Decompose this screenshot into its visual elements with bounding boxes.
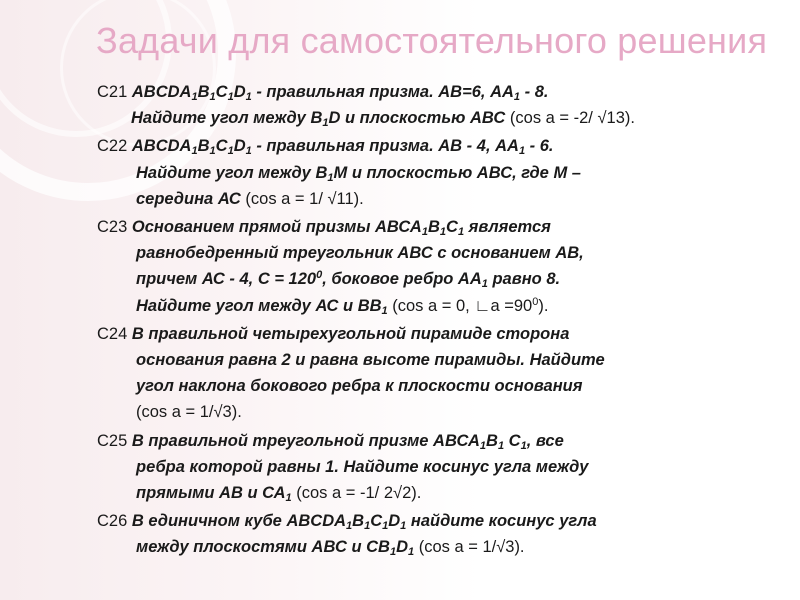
subscript: 1 bbox=[245, 91, 252, 103]
task-text: С bbox=[504, 431, 521, 450]
superscript: 0 bbox=[532, 295, 539, 308]
subscript: 1 bbox=[191, 145, 198, 158]
subscript: 1 bbox=[518, 145, 526, 158]
task-number: С23 bbox=[97, 218, 128, 237]
task-text: найдите косинус угла bbox=[406, 512, 597, 531]
task-text: C bbox=[215, 137, 228, 156]
task-number: С26 bbox=[97, 512, 128, 531]
task-text: D bbox=[388, 512, 401, 531]
task-c26 bbox=[97, 508, 787, 560]
task-text: , все bbox=[526, 431, 564, 450]
subscript: 1 bbox=[479, 439, 487, 452]
subscript: 1 bbox=[421, 226, 428, 239]
task-text: В bbox=[427, 218, 440, 237]
subscript: 1 bbox=[381, 304, 388, 317]
subscript: 1 bbox=[209, 145, 216, 158]
slide-title: Задачи для самостоятельного решения bbox=[96, 20, 768, 61]
task-text: D и плоскостью АВС bbox=[328, 109, 506, 128]
superscript: 0 bbox=[316, 269, 323, 282]
task-text: D bbox=[233, 137, 246, 156]
task-c21 bbox=[97, 79, 787, 131]
task-text: B bbox=[352, 512, 365, 531]
subscript: 1 bbox=[513, 91, 521, 103]
task-text: С bbox=[446, 218, 458, 237]
task-text: М и плоскостью АВС, где М – bbox=[333, 163, 581, 182]
task-text: - правильная призма. АВ=6, АА bbox=[251, 83, 514, 101]
task-text: В единичном кубе ABCDA bbox=[127, 512, 347, 531]
subscript: 1 bbox=[520, 439, 527, 452]
answer-hint: (cos a = 1/√3). bbox=[136, 403, 242, 422]
task-text: середина АС bbox=[136, 189, 241, 208]
answer-hint: (cos a = -1/ 2√2). bbox=[291, 484, 422, 503]
hint-text: ). bbox=[538, 296, 549, 315]
subscript: 1 bbox=[497, 439, 505, 452]
task-text: равнобедренный треугольник АВС с основанием АВ, bbox=[136, 244, 584, 263]
subscript: 1 bbox=[227, 91, 234, 103]
subscript: 1 bbox=[457, 226, 465, 239]
task-text: D bbox=[396, 538, 408, 557]
task-text: равно 8. bbox=[487, 270, 561, 289]
task-text: Найдите угол между В bbox=[131, 109, 323, 128]
subscript: 1 bbox=[364, 520, 371, 533]
task-text: - правильная призма. АВ - 4, АА bbox=[251, 137, 519, 156]
task-text: является bbox=[464, 218, 551, 237]
subscript: 1 bbox=[408, 546, 415, 559]
answer-hint: (cos a = -2/ √13). bbox=[505, 109, 635, 128]
hint-text: (cos a = 0, ∟a =90 bbox=[387, 296, 533, 315]
task-text: - 8. bbox=[520, 83, 549, 101]
task-text: , боковое ребро АА bbox=[322, 270, 482, 289]
task-c23 bbox=[97, 214, 787, 319]
task-number: С24 bbox=[97, 324, 128, 343]
task-text: угол наклона бокового ребра к плоскости основания bbox=[136, 377, 583, 396]
task-text: ABCDA bbox=[131, 83, 192, 101]
subscript: 1 bbox=[400, 520, 407, 533]
answer-hint: (cos a = 1/√3). bbox=[414, 538, 525, 557]
task-text: B bbox=[197, 137, 210, 156]
answer-hint: (cos a = 1/ √11). bbox=[240, 189, 364, 208]
subscript: 1 bbox=[382, 520, 389, 533]
task-number: С22 bbox=[97, 137, 128, 156]
task-text: B bbox=[197, 83, 210, 101]
subscript: 1 bbox=[481, 278, 488, 291]
task-text: D bbox=[233, 83, 246, 101]
task-c25 bbox=[97, 428, 787, 507]
task-number: С21 bbox=[97, 83, 128, 101]
task-text: Найдите угол между АС и ВВ bbox=[136, 296, 382, 315]
task-text: C bbox=[215, 83, 228, 101]
task-c22 bbox=[97, 133, 787, 212]
subscript: 1 bbox=[285, 492, 292, 505]
task-text: - 6. bbox=[525, 137, 554, 156]
answer-hint bbox=[388, 297, 549, 315]
task-list bbox=[97, 79, 787, 563]
subscript: 1 bbox=[227, 145, 234, 158]
task-text: Найдите угол между В bbox=[136, 163, 328, 182]
task-text: В правильной четырехугольной пирамиде сторона bbox=[131, 324, 570, 343]
task-text: прямыми АВ и СА bbox=[136, 484, 286, 503]
subscript: 1 bbox=[245, 145, 252, 158]
subscript: 1 bbox=[389, 546, 397, 559]
subscript: 1 bbox=[346, 520, 353, 533]
task-text: В правильной треугольной призме АВСА bbox=[127, 431, 480, 450]
subscript: 1 bbox=[439, 226, 447, 239]
task-text: причем АС - 4, С = 120 bbox=[136, 270, 317, 289]
task-text: основания равна 2 и равна высоте пирамиды. Найдите bbox=[136, 351, 605, 370]
task-c24 bbox=[97, 321, 787, 426]
task-text: Основанием прямой призмы АВСА bbox=[131, 218, 422, 237]
subscript: 1 bbox=[322, 117, 329, 130]
subscript: 1 bbox=[209, 91, 216, 103]
task-text: ребра которой равны 1. Найдите косинус угла между bbox=[136, 457, 589, 476]
task-text: C bbox=[370, 512, 383, 531]
subscript: 1 bbox=[327, 171, 334, 184]
task-text: ABCDA bbox=[131, 137, 192, 156]
task-text: между плоскостями АВС и СВ bbox=[136, 538, 390, 557]
task-number: С25 bbox=[97, 431, 128, 450]
subscript: 1 bbox=[191, 91, 198, 103]
task-text: В bbox=[486, 431, 498, 450]
